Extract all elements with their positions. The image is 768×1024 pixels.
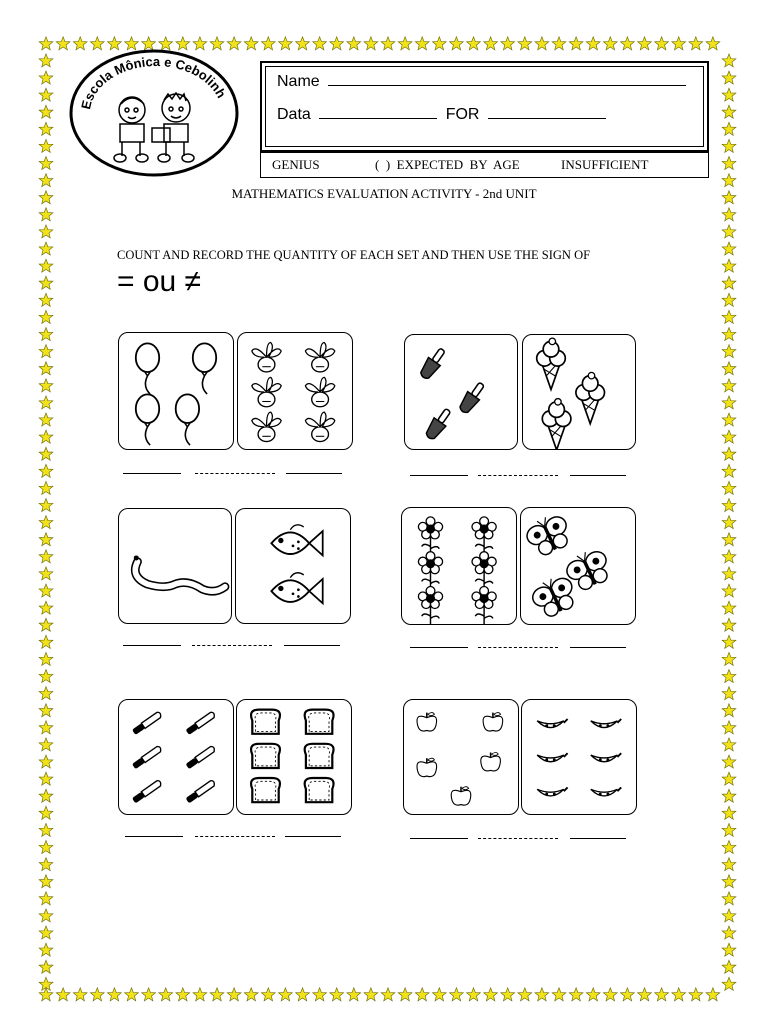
banana-icon bbox=[591, 719, 621, 728]
set-4-left bbox=[401, 507, 517, 625]
bread-slice-icon bbox=[251, 778, 280, 802]
balloon-icon bbox=[136, 394, 159, 445]
answer-right-count-3[interactable] bbox=[284, 645, 340, 646]
balloon-icon bbox=[176, 394, 199, 445]
answer-sign-5[interactable] bbox=[195, 836, 275, 837]
flower-icon bbox=[472, 517, 496, 556]
name-date-box bbox=[260, 61, 709, 152]
apple-icon bbox=[483, 713, 503, 731]
set-5-right bbox=[236, 699, 352, 815]
knife-icon bbox=[132, 711, 162, 735]
answer-sign-3[interactable] bbox=[192, 645, 272, 646]
bread-slice-icon bbox=[305, 710, 334, 734]
beet-icon bbox=[252, 412, 281, 441]
set-1-left bbox=[118, 332, 234, 450]
comparison-signs: = ou ≠ bbox=[117, 265, 202, 298]
banana-icon bbox=[591, 787, 621, 796]
date-field[interactable] bbox=[319, 104, 437, 119]
ice-cream-set-drawing bbox=[523, 335, 635, 449]
for-label: FOR bbox=[445, 106, 480, 123]
set-4-right bbox=[520, 507, 636, 625]
banana-icon bbox=[591, 753, 621, 762]
set-2-left bbox=[404, 334, 518, 450]
set-6-right bbox=[521, 699, 637, 815]
beet-icon bbox=[305, 343, 334, 372]
beet-icon bbox=[252, 377, 281, 406]
date-row bbox=[277, 104, 606, 124]
trowel-set-drawing bbox=[405, 335, 517, 449]
balloon-icon bbox=[193, 343, 216, 394]
banana-set-drawing bbox=[522, 700, 636, 814]
answer-left-count-1[interactable] bbox=[123, 473, 181, 474]
knife-icon bbox=[186, 711, 216, 735]
set-2-right bbox=[522, 334, 636, 450]
fish-icon bbox=[271, 525, 322, 556]
knife-icon bbox=[132, 780, 162, 804]
knife-icon bbox=[186, 780, 216, 804]
bread-slice-icon bbox=[251, 710, 280, 734]
bread-slice-icon bbox=[305, 778, 334, 802]
banana-icon bbox=[537, 753, 567, 762]
bread-slice-set-drawing bbox=[237, 700, 351, 814]
set-6-left bbox=[403, 699, 519, 815]
flower-icon bbox=[472, 552, 496, 591]
answer-right-count-6[interactable] bbox=[570, 838, 626, 839]
trowel-icon bbox=[457, 380, 488, 416]
answer-left-count-6[interactable] bbox=[410, 838, 468, 839]
beet-icon bbox=[305, 377, 334, 406]
banana-icon bbox=[537, 719, 567, 728]
flower-icon bbox=[418, 552, 442, 591]
balloon-set-drawing bbox=[119, 333, 233, 449]
answer-sign-1[interactable] bbox=[195, 473, 275, 474]
flower-icon bbox=[418, 587, 442, 625]
trowel-icon bbox=[423, 406, 454, 442]
answer-sign-4[interactable] bbox=[478, 647, 558, 648]
name-label: Name bbox=[277, 73, 320, 90]
trowel-icon bbox=[417, 346, 448, 382]
grade-expected[interactable]: ( ) EXPECTED BY AGE bbox=[375, 157, 520, 172]
school-name: Escola Mônica e Cebolinh bbox=[78, 53, 230, 111]
flower-icon bbox=[418, 517, 442, 556]
knife-icon bbox=[186, 745, 216, 769]
beet-icon bbox=[305, 412, 334, 441]
apple-set-drawing bbox=[404, 700, 518, 814]
date-label: Data bbox=[277, 106, 311, 123]
apple-icon bbox=[451, 787, 471, 805]
ice-cream-icon bbox=[537, 338, 566, 389]
answer-left-count-4[interactable] bbox=[410, 647, 468, 648]
knife-set-drawing bbox=[119, 700, 233, 814]
bread-slice-icon bbox=[251, 744, 280, 768]
for-field[interactable] bbox=[488, 104, 606, 119]
page-title: MATHEMATICS EVALUATION ACTIVITY - 2nd UNIT bbox=[231, 186, 537, 201]
school-logo bbox=[68, 48, 240, 178]
flower-icon bbox=[472, 587, 496, 625]
apple-icon bbox=[417, 758, 437, 776]
beet-icon bbox=[252, 343, 281, 372]
flower-set-drawing bbox=[402, 508, 516, 624]
name-row bbox=[277, 71, 686, 91]
ice-cream-icon bbox=[542, 399, 571, 449]
banana-icon bbox=[537, 787, 567, 796]
set-3-right bbox=[235, 508, 351, 624]
name-field[interactable] bbox=[328, 71, 686, 86]
set-5-left bbox=[118, 699, 234, 815]
fish-set-drawing bbox=[236, 509, 350, 623]
knife-icon bbox=[132, 745, 162, 769]
answer-left-count-3[interactable] bbox=[123, 645, 181, 646]
answer-right-count-4[interactable] bbox=[570, 647, 626, 648]
answer-right-count-5[interactable] bbox=[285, 836, 341, 837]
bread-slice-icon bbox=[305, 744, 334, 768]
ice-cream-icon bbox=[576, 372, 605, 423]
apple-icon bbox=[481, 753, 501, 771]
worm-set-drawing bbox=[119, 509, 231, 623]
apple-icon bbox=[417, 713, 437, 731]
beet-set-drawing bbox=[238, 333, 352, 449]
answer-right-count-1[interactable] bbox=[286, 473, 342, 474]
instruction: COUNT AND RECORD THE QUANTITY OF EACH SET AND THEN USE THE SIGN OF bbox=[117, 248, 591, 262]
butterfly-set-drawing bbox=[521, 508, 635, 624]
answer-sign-6[interactable] bbox=[478, 838, 558, 839]
fish-icon bbox=[271, 573, 322, 604]
balloon-icon bbox=[136, 343, 159, 394]
butterfly-icon bbox=[522, 511, 574, 560]
grade-box bbox=[260, 152, 709, 178]
answer-sign-2[interactable] bbox=[478, 475, 558, 476]
set-1-right bbox=[237, 332, 353, 450]
worm-icon bbox=[134, 555, 225, 591]
answer-left-count-2[interactable] bbox=[410, 475, 468, 476]
grade-genius[interactable]: GENIUS bbox=[272, 157, 320, 172]
grade-insufficient[interactable]: INSUFFICIENT bbox=[561, 157, 649, 172]
answer-left-count-5[interactable] bbox=[125, 836, 183, 837]
set-3-left bbox=[118, 508, 232, 624]
answer-right-count-2[interactable] bbox=[570, 475, 626, 476]
